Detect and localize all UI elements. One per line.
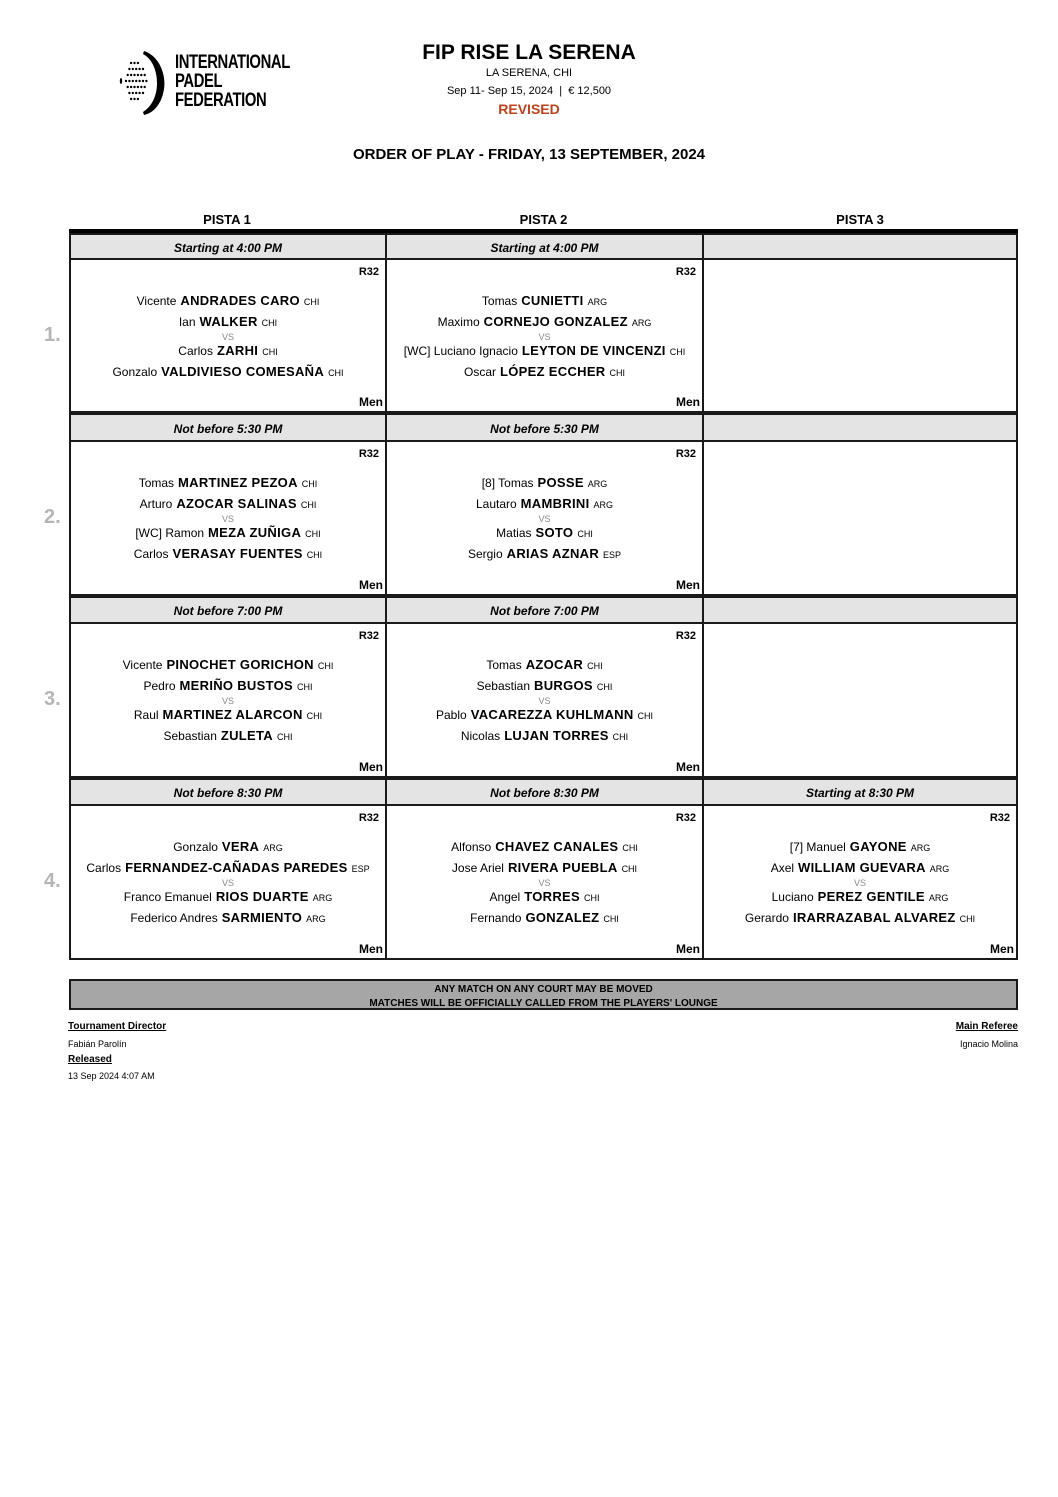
match-cell xyxy=(69,258,387,413)
player-last-name: VACAREZZA KUHLMANN xyxy=(470,707,634,722)
player-last-name: AZOCAR xyxy=(525,657,584,672)
player-line xyxy=(387,858,702,879)
player-nationality: ARG xyxy=(910,843,931,853)
player-first-name: Pedro xyxy=(143,679,176,693)
player-last-name: VALDIVIESO COMESAÑA xyxy=(161,364,325,379)
match-cell xyxy=(385,258,704,413)
player-line xyxy=(387,362,702,383)
player-line xyxy=(71,341,385,362)
player-first-name: Tomas xyxy=(138,476,175,490)
revised-badge: REVISED xyxy=(498,101,560,117)
start-time: Starting at 4:00 PM xyxy=(490,240,599,255)
director-label: Tournament Director xyxy=(68,1021,167,1032)
category-label: Men xyxy=(359,578,383,592)
player-nationality: CHI xyxy=(303,297,320,307)
match-order-number: 1. xyxy=(44,323,61,346)
player-nationality: CHI xyxy=(262,347,278,357)
player-last-name: ZULETA xyxy=(220,728,273,743)
released-label: Released xyxy=(68,1054,112,1065)
player-line xyxy=(387,705,702,726)
player-first-name: Matias xyxy=(496,526,532,540)
player-nationality: ARG xyxy=(928,893,949,903)
player-first-name: Gonzalo xyxy=(173,840,218,854)
versus-label: VS xyxy=(538,332,551,342)
logo-line: INTERNATIONAL xyxy=(175,52,290,73)
player-nationality: CHI xyxy=(317,661,334,671)
player-line xyxy=(387,312,702,333)
start-time: Not before 7:00 PM xyxy=(173,604,283,618)
tournament-dates-prize: Sep 11- Sep 15, 2024 | € 12,500 xyxy=(446,85,612,97)
player-nationality: ARG xyxy=(312,893,333,903)
player-last-name: RIOS DUARTE xyxy=(215,889,309,904)
player-first-name: Pablo xyxy=(435,708,467,722)
player-line xyxy=(71,676,385,697)
player-line xyxy=(387,473,702,494)
match-players xyxy=(71,837,385,929)
player-last-name: POSSE xyxy=(537,475,584,490)
player-line xyxy=(71,523,385,544)
player-line xyxy=(387,726,702,747)
player-first-name: Nicolas xyxy=(460,729,501,743)
versus-label: VS xyxy=(221,514,234,524)
referee-name: Ignacio Molina xyxy=(959,1039,1018,1049)
player-nationality: CHI xyxy=(300,500,317,510)
player-first-name: Luciano Ignacio xyxy=(433,344,518,358)
player-nationality: CHI xyxy=(637,711,654,721)
player-first-name: Vicente xyxy=(122,658,163,672)
player-first-name: Jose Ariel xyxy=(451,861,504,875)
match-order-number: 2. xyxy=(44,506,61,528)
notice-line-1: ANY MATCH ON ANY COURT MAY BE MOVED xyxy=(434,984,653,995)
match-players xyxy=(387,473,702,565)
player-nationality: ARG xyxy=(593,500,614,510)
player-last-name: TORRES xyxy=(524,889,580,904)
category-label: Men xyxy=(359,760,383,774)
player-line xyxy=(387,523,702,544)
player-last-name: CUNIETTI xyxy=(521,293,584,308)
player-last-name: MARTINEZ PEZOA xyxy=(178,475,298,490)
match-cell xyxy=(69,440,387,596)
start-time: Not before 8:30 PM xyxy=(490,786,599,800)
tournament-title: FIP RISE LA SERENA xyxy=(422,41,636,64)
logo-line: PADEL xyxy=(175,71,223,92)
player-nationality: ESP xyxy=(351,864,370,874)
match-players xyxy=(704,837,1016,929)
player-last-name: BURGOS xyxy=(534,678,593,693)
player-line xyxy=(71,312,385,333)
start-time: Starting at 4:00 PM xyxy=(173,240,283,255)
empty-match-cell xyxy=(702,440,1018,596)
player-line xyxy=(71,473,385,494)
player-first-name: Raul xyxy=(133,708,159,722)
player-last-name: GONZALEZ xyxy=(525,910,600,925)
player-line xyxy=(71,655,385,676)
player-seed: [7] xyxy=(789,840,804,854)
category-label: Men xyxy=(676,395,700,409)
category-label: Men xyxy=(359,942,383,956)
released-value: 13 Sep 2024 4:07 AM xyxy=(68,1071,155,1081)
player-last-name: ZARHI xyxy=(216,343,259,358)
player-first-name: Lautaro xyxy=(475,497,517,511)
match-players xyxy=(387,837,702,929)
empty-match-cell xyxy=(702,258,1018,413)
player-nationality: CHI xyxy=(583,893,600,903)
player-last-name: LUJAN TORRES xyxy=(504,728,609,743)
player-line xyxy=(71,858,385,879)
player-last-name: SOTO xyxy=(535,525,574,540)
player-nationality: CHI xyxy=(301,479,318,489)
player-last-name: MARTINEZ ALARCON xyxy=(162,707,303,722)
player-first-name: Gonzalo xyxy=(112,365,158,379)
player-line xyxy=(387,544,702,565)
player-line xyxy=(704,837,1016,858)
player-nationality: CHI xyxy=(306,711,323,721)
player-line xyxy=(387,676,702,697)
match-players xyxy=(71,473,385,565)
player-last-name: WILLIAM GUEVARA xyxy=(798,860,926,875)
player-last-name: SARMIENTO xyxy=(221,910,303,925)
player-last-name: CORNEJO GONZALEZ xyxy=(483,314,628,329)
player-last-name: VERASAY FUENTES xyxy=(172,546,303,561)
player-first-name: Sebastian xyxy=(163,729,217,743)
match-players xyxy=(71,655,385,747)
player-first-name: Axel xyxy=(770,861,795,875)
player-last-name: GAYONE xyxy=(849,839,907,854)
player-first-name: Vicente xyxy=(136,294,177,308)
player-first-name: Luciano xyxy=(771,890,814,904)
player-last-name: MERIÑO BUSTOS xyxy=(179,678,293,693)
player-line xyxy=(387,655,702,676)
player-line xyxy=(387,341,702,362)
player-seed: [8] xyxy=(481,476,496,490)
start-time: Not before 5:30 PM xyxy=(173,421,283,436)
player-nationality: CHI xyxy=(577,529,593,539)
versus-label: VS xyxy=(538,878,551,888)
versus-label: VS xyxy=(221,696,234,706)
round-label: R32 xyxy=(989,812,1010,824)
player-last-name: IRARRAZABAL ALVAREZ xyxy=(792,910,956,925)
player-first-name: Sergio xyxy=(467,547,503,561)
notice-line-2: MATCHES WILL BE OFFICIALLY CALLED FROM THE PLAYERS' LOUNGE xyxy=(369,998,718,1009)
player-seed: [WC] xyxy=(403,344,431,358)
player-first-name: Federico Andres xyxy=(130,911,218,925)
player-nationality: CHI xyxy=(622,843,638,853)
order-of-play-title: ORDER OF PLAY - FRIDAY, 13 SEPTEMBER, 2024 xyxy=(352,146,706,163)
player-first-name: Maximo xyxy=(437,315,480,329)
player-line xyxy=(704,908,1016,929)
player-last-name: PINOCHET GORICHON xyxy=(166,657,314,672)
category-label: Men xyxy=(676,942,700,956)
match-cell xyxy=(69,622,387,778)
category-label: Men xyxy=(676,760,700,774)
start-time: Not before 5:30 PM xyxy=(490,421,599,436)
round-label: R32 xyxy=(675,448,696,460)
player-nationality: CHI xyxy=(609,368,625,378)
referee-label: Main Referee xyxy=(955,1021,1018,1032)
player-line xyxy=(71,494,385,515)
player-first-name: Arturo xyxy=(139,497,173,511)
player-line xyxy=(71,908,385,929)
player-line xyxy=(71,726,385,747)
player-nationality: CHI xyxy=(587,661,603,671)
match-cell xyxy=(702,804,1018,960)
player-last-name: WALKER xyxy=(199,314,258,329)
empty-match-cell xyxy=(702,622,1018,778)
player-first-name: Sebastian xyxy=(476,679,530,693)
player-first-name: Tomas xyxy=(498,476,534,490)
versus-label: VS xyxy=(221,878,234,888)
match-cell xyxy=(385,440,704,596)
logo-line: FEDERATION xyxy=(175,90,267,111)
player-first-name: Franco Emanuel xyxy=(123,890,212,904)
court-header-pista-2: PISTA 2 xyxy=(519,212,568,227)
round-label: R32 xyxy=(358,630,379,642)
player-nationality: CHI xyxy=(621,864,638,874)
player-nationality: ARG xyxy=(587,297,608,307)
match-cell xyxy=(385,622,704,778)
match-order-number: 4. xyxy=(44,870,61,892)
player-last-name: CHAVEZ CANALES xyxy=(495,839,619,854)
player-nationality: ARG xyxy=(929,864,950,874)
versus-label: VS xyxy=(538,696,551,706)
player-last-name: MEZA ZUÑIGA xyxy=(208,525,302,540)
match-players xyxy=(387,291,702,383)
player-last-name: PEREZ GENTILE xyxy=(817,889,925,904)
start-time: Not before 8:30 PM xyxy=(173,786,283,800)
player-last-name: FERNANDEZ-CAÑADAS PAREDES xyxy=(125,860,348,875)
tournament-location: LA SERENA, CHI xyxy=(485,67,573,79)
player-nationality: CHI xyxy=(296,682,313,692)
category-label: Men xyxy=(990,942,1014,956)
player-line xyxy=(71,291,385,312)
player-nationality: CHI xyxy=(669,347,686,357)
player-last-name: ARIAS AZNAR xyxy=(506,546,600,561)
player-last-name: LEYTON DE VINCENZI xyxy=(521,343,666,358)
player-line xyxy=(71,362,385,383)
versus-label: VS xyxy=(853,878,866,888)
player-line xyxy=(387,291,702,312)
player-line xyxy=(71,544,385,565)
player-first-name: Tomas xyxy=(486,658,522,672)
player-first-name: Ian xyxy=(178,315,196,329)
player-first-name: Oscar xyxy=(464,365,497,379)
player-seed: [WC] xyxy=(135,526,163,540)
category-label: Men xyxy=(676,578,700,592)
round-label: R32 xyxy=(675,266,696,278)
player-first-name: Carlos xyxy=(178,344,213,358)
versus-label: VS xyxy=(221,332,234,342)
player-last-name: AZOCAR SALINAS xyxy=(176,496,297,511)
versus-label: VS xyxy=(538,514,551,524)
player-nationality: CHI xyxy=(261,318,278,328)
round-label: R32 xyxy=(675,812,696,824)
court-header-pista-3: PISTA 3 xyxy=(836,212,884,227)
notice-box xyxy=(69,979,1018,1010)
round-label: R32 xyxy=(358,812,379,824)
player-first-name: Gerardo xyxy=(744,911,789,925)
player-nationality: CHI xyxy=(305,529,321,539)
player-first-name: Alfonso xyxy=(451,840,492,854)
player-line xyxy=(387,908,702,929)
court-header-pista-1: PISTA 1 xyxy=(203,212,251,227)
player-line xyxy=(704,858,1016,879)
category-label: Men xyxy=(359,395,383,409)
player-first-name: Tomas xyxy=(481,294,518,308)
director-name: Fabián Parolín xyxy=(68,1039,127,1049)
player-nationality: CHI xyxy=(328,368,344,378)
player-nationality: CHI xyxy=(603,914,619,924)
player-line xyxy=(387,494,702,515)
player-nationality: ARG xyxy=(306,914,326,924)
match-cell xyxy=(385,804,704,960)
player-nationality: CHI xyxy=(276,732,293,742)
player-nationality: ARG xyxy=(587,479,608,489)
player-nationality: ESP xyxy=(603,550,622,560)
player-nationality: CHI xyxy=(959,914,976,924)
match-players xyxy=(387,655,702,747)
player-first-name: Fernando xyxy=(470,911,522,925)
player-line xyxy=(71,887,385,908)
player-line xyxy=(704,887,1016,908)
round-label: R32 xyxy=(358,266,379,278)
player-first-name: Carlos xyxy=(133,547,169,561)
player-nationality: CHI xyxy=(306,550,323,560)
player-last-name: RIVERA PUEBLA xyxy=(507,860,618,875)
player-nationality: CHI xyxy=(612,732,629,742)
player-line xyxy=(71,705,385,726)
player-last-name: LÓPEZ ECCHER xyxy=(500,364,606,379)
player-last-name: ANDRADES CARO xyxy=(180,293,300,308)
match-players xyxy=(71,291,385,383)
player-nationality: ARG xyxy=(263,843,283,853)
round-label: R32 xyxy=(675,630,696,642)
player-line xyxy=(387,837,702,858)
player-last-name: VERA xyxy=(221,839,260,854)
match-order-number: 3. xyxy=(44,688,61,710)
player-first-name: Manuel xyxy=(806,840,846,854)
start-time: Starting at 8:30 PM xyxy=(805,786,915,800)
round-label: R32 xyxy=(358,448,379,460)
match-cell xyxy=(69,804,387,960)
player-first-name: Ramon xyxy=(165,526,205,540)
player-first-name: Carlos xyxy=(86,861,122,875)
start-time: Not before 7:00 PM xyxy=(490,604,599,618)
player-nationality: CHI xyxy=(596,682,613,692)
player-last-name: MAMBRINI xyxy=(520,496,590,511)
player-line xyxy=(387,887,702,908)
player-first-name: Angel xyxy=(489,890,521,904)
player-line xyxy=(71,837,385,858)
player-nationality: ARG xyxy=(631,318,652,328)
